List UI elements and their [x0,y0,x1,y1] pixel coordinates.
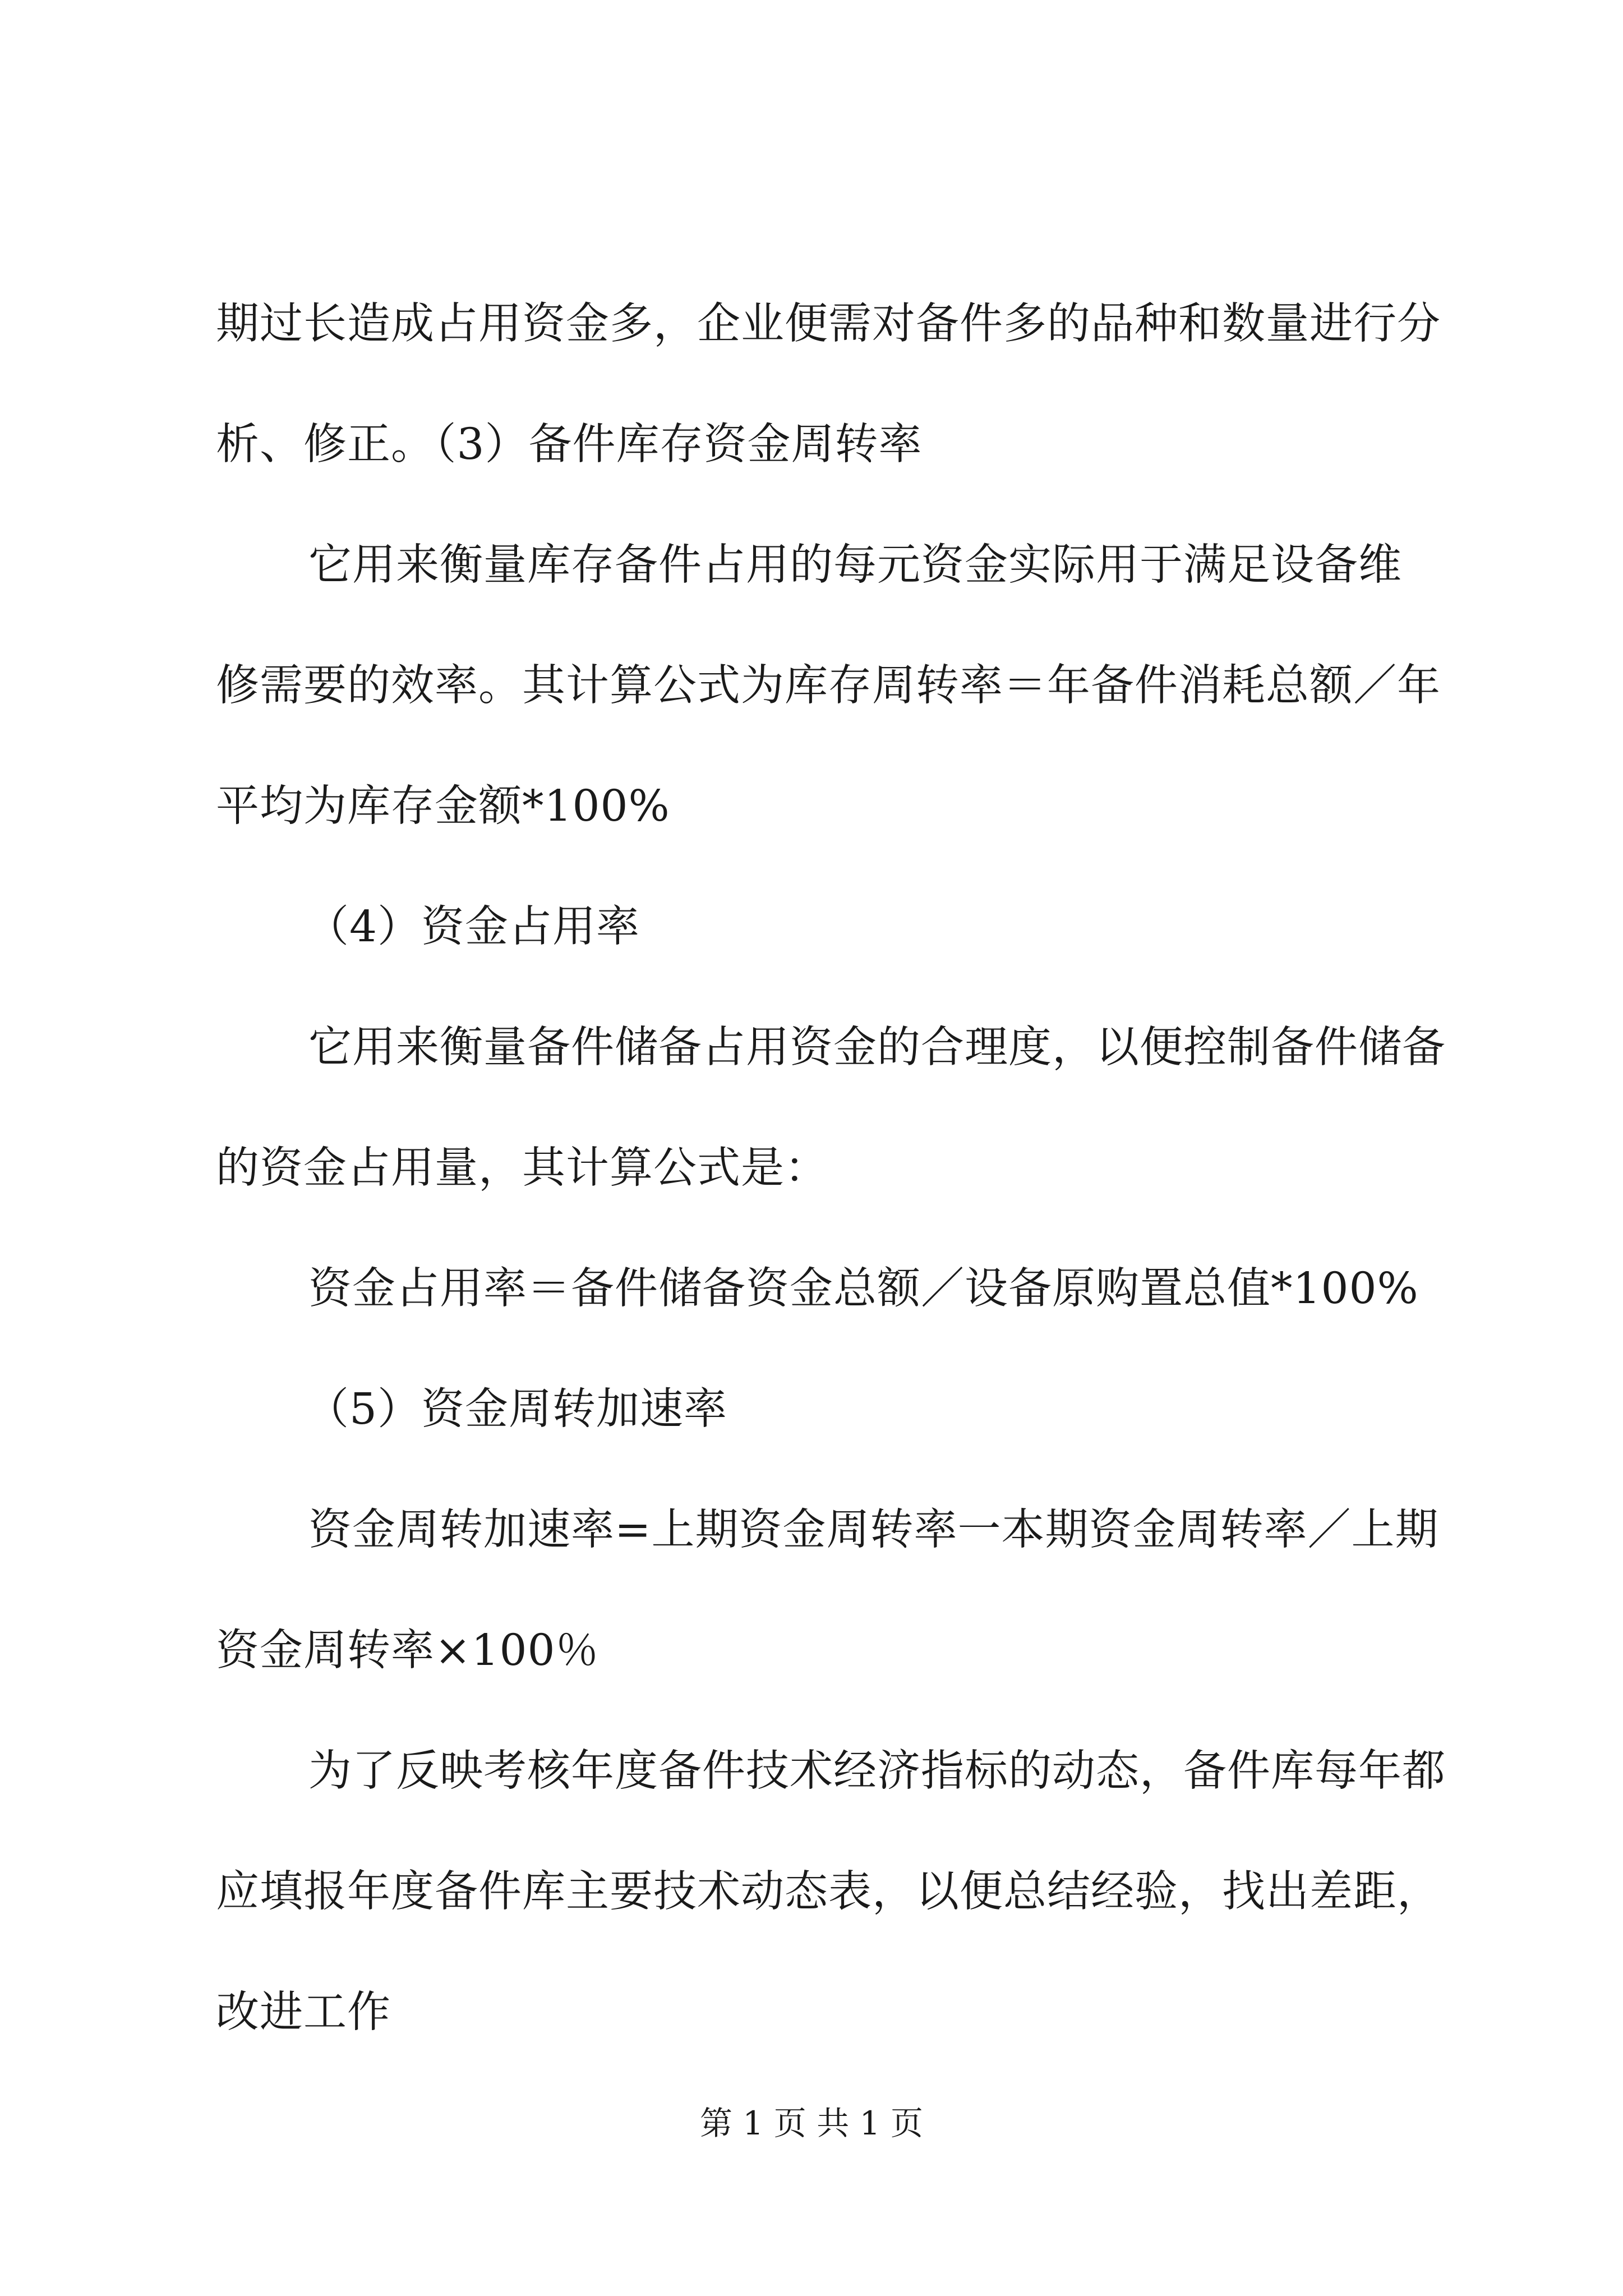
text-line: 改进工作 [216,1987,391,2037]
page-footer [0,2101,1623,2146]
text-line: 它用来衡量库存备件占用的每元资金实际用于满足设备维 [308,540,1402,590]
formula-line: 资金占用率＝备件储备资金总额／设备原购置总值*100% [308,1264,1419,1314]
text-line: 平均为库存金额*100% [216,781,670,831]
text-line: 应填报年度备件库主要技术动态表，以便总结经验，找出差距， [216,1867,1441,1917]
text-line: 期过长造成占用资金多，企业便需对备件多的品种和数量进行分 [216,299,1441,349]
formula-line: 资金周转加速率=上期资金周转率一本期资金周转率／上期 [308,1505,1439,1555]
page-number: 第 1 页 共 1 页 [700,2104,923,2142]
document-body [216,264,1446,2073]
text-line: 为了反映考核年度备件技术经济指标的动态，备件库每年都 [308,1746,1446,1796]
section-heading: （4）资金占用率 [306,902,640,952]
section-heading: （5）资金周转加速率 [306,1384,727,1434]
text-line: 修需要的效率。其计算公式为库存周转率＝年备件消耗总额／年 [216,661,1441,711]
text-line: 析、修正。（3）备件库存资金周转率 [216,420,923,470]
text-line: 的资金占用量，其计算公式是： [216,1143,828,1193]
text-line: 资金周转率×100％ [216,1626,600,1676]
text-line: 它用来衡量备件储备占用资金的合理度，以便控制备件储备 [308,1023,1446,1073]
